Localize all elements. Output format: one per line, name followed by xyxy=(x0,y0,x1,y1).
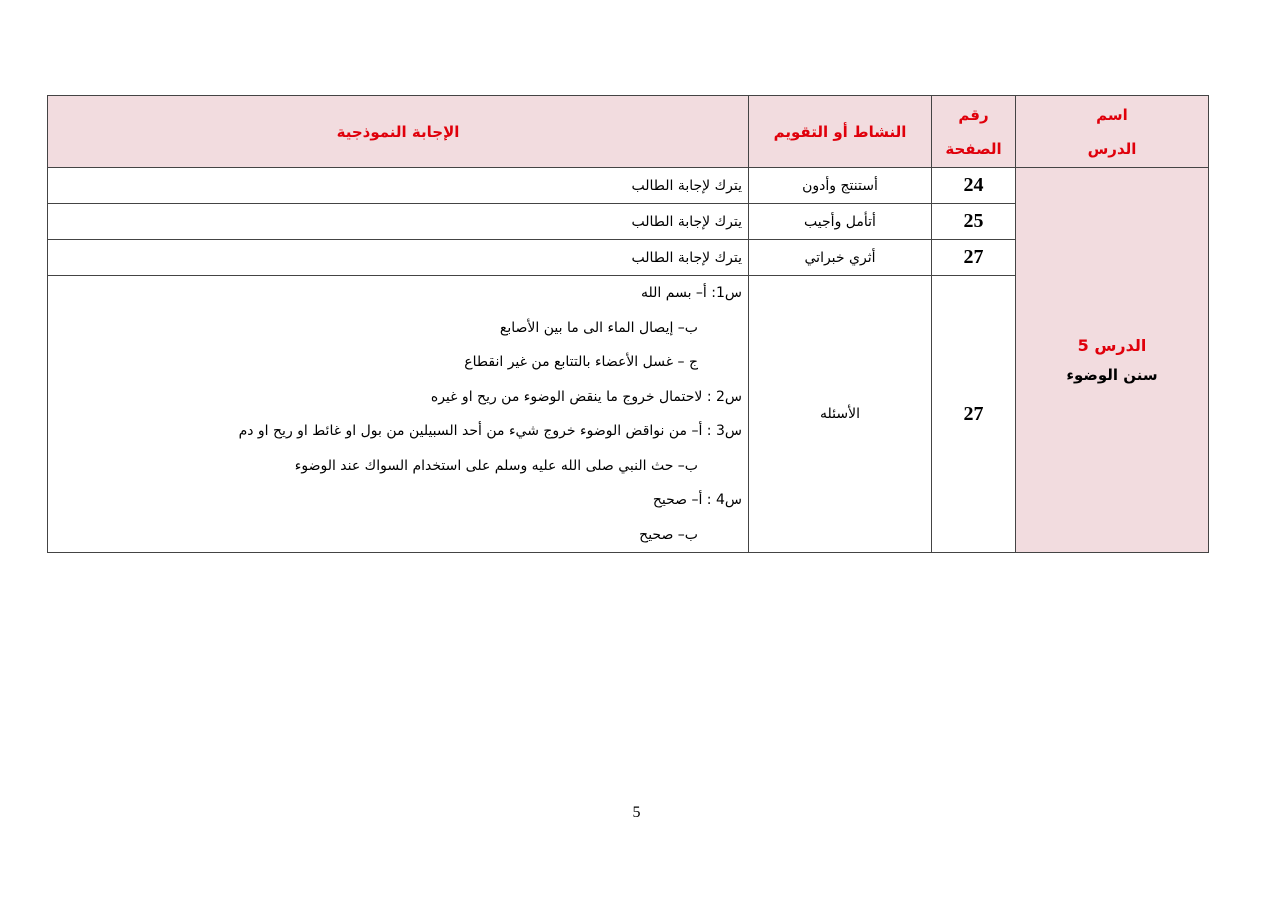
answers-list xyxy=(48,276,749,553)
page-number-cell: 27 xyxy=(932,240,1016,276)
answer-line: ب– صحيح xyxy=(639,526,698,543)
answer-line: س4 : أ– صحيح xyxy=(652,492,742,508)
answer-cell: يترك لإجابة الطالب xyxy=(48,240,749,276)
header-lesson-name-line2: الدرس xyxy=(1087,139,1137,158)
header-lesson-name xyxy=(1016,96,1209,168)
page-number: 5 xyxy=(632,804,641,821)
answers-table xyxy=(47,95,1209,553)
activity-cell: أستنتج وأدون xyxy=(749,168,932,204)
header-lesson-name-line1: اسم xyxy=(1096,105,1128,124)
activity-cell: أثري خبراتي xyxy=(749,240,932,276)
activity-cell: أتأمل وأجيب xyxy=(749,204,932,240)
answer-line: س3 : أ– من نواقض الوضوء خروج شيء من أحد السبيلين من بول او غائط او ريح او دم xyxy=(238,423,742,439)
table-header-row xyxy=(48,96,1209,168)
page-number-cell: 25 xyxy=(932,204,1016,240)
lesson-cell xyxy=(1016,168,1209,553)
answer-line: ب– إيصال الماء الى ما بين الأصابع xyxy=(499,319,698,336)
header-page-number xyxy=(932,96,1016,168)
activity-cell: الأسئله xyxy=(749,276,932,553)
answer-line: ج – غسل الأعضاء بالتتابع من غير انقطاع xyxy=(464,354,698,370)
header-model-answer: الإجابة النموذجية xyxy=(48,96,749,168)
answer-line: س1: أ– بسم الله xyxy=(641,285,742,301)
header-activity: النشاط أو التقويم xyxy=(749,96,932,168)
header-page-number-line1: رقم xyxy=(958,105,989,124)
page-number-cell: 27 xyxy=(932,276,1016,553)
header-page-number-line2: الصفحة xyxy=(945,139,1002,158)
page-number-cell: 24 xyxy=(932,168,1016,204)
answer-line: ب– حث النبي صلى الله عليه وسلم على استخدام السواك عند الوضوء xyxy=(294,457,698,474)
answer-line: س2 : لاحتمال خروج ما ينقض الوضوء من ريح او غيره xyxy=(430,388,742,405)
lesson-title: سنن الوضوء xyxy=(1066,366,1158,384)
table-row xyxy=(48,168,1209,204)
lesson-number: الدرس 5 xyxy=(1077,336,1147,355)
answer-cell: يترك لإجابة الطالب xyxy=(48,168,749,204)
answer-cell: يترك لإجابة الطالب xyxy=(48,204,749,240)
